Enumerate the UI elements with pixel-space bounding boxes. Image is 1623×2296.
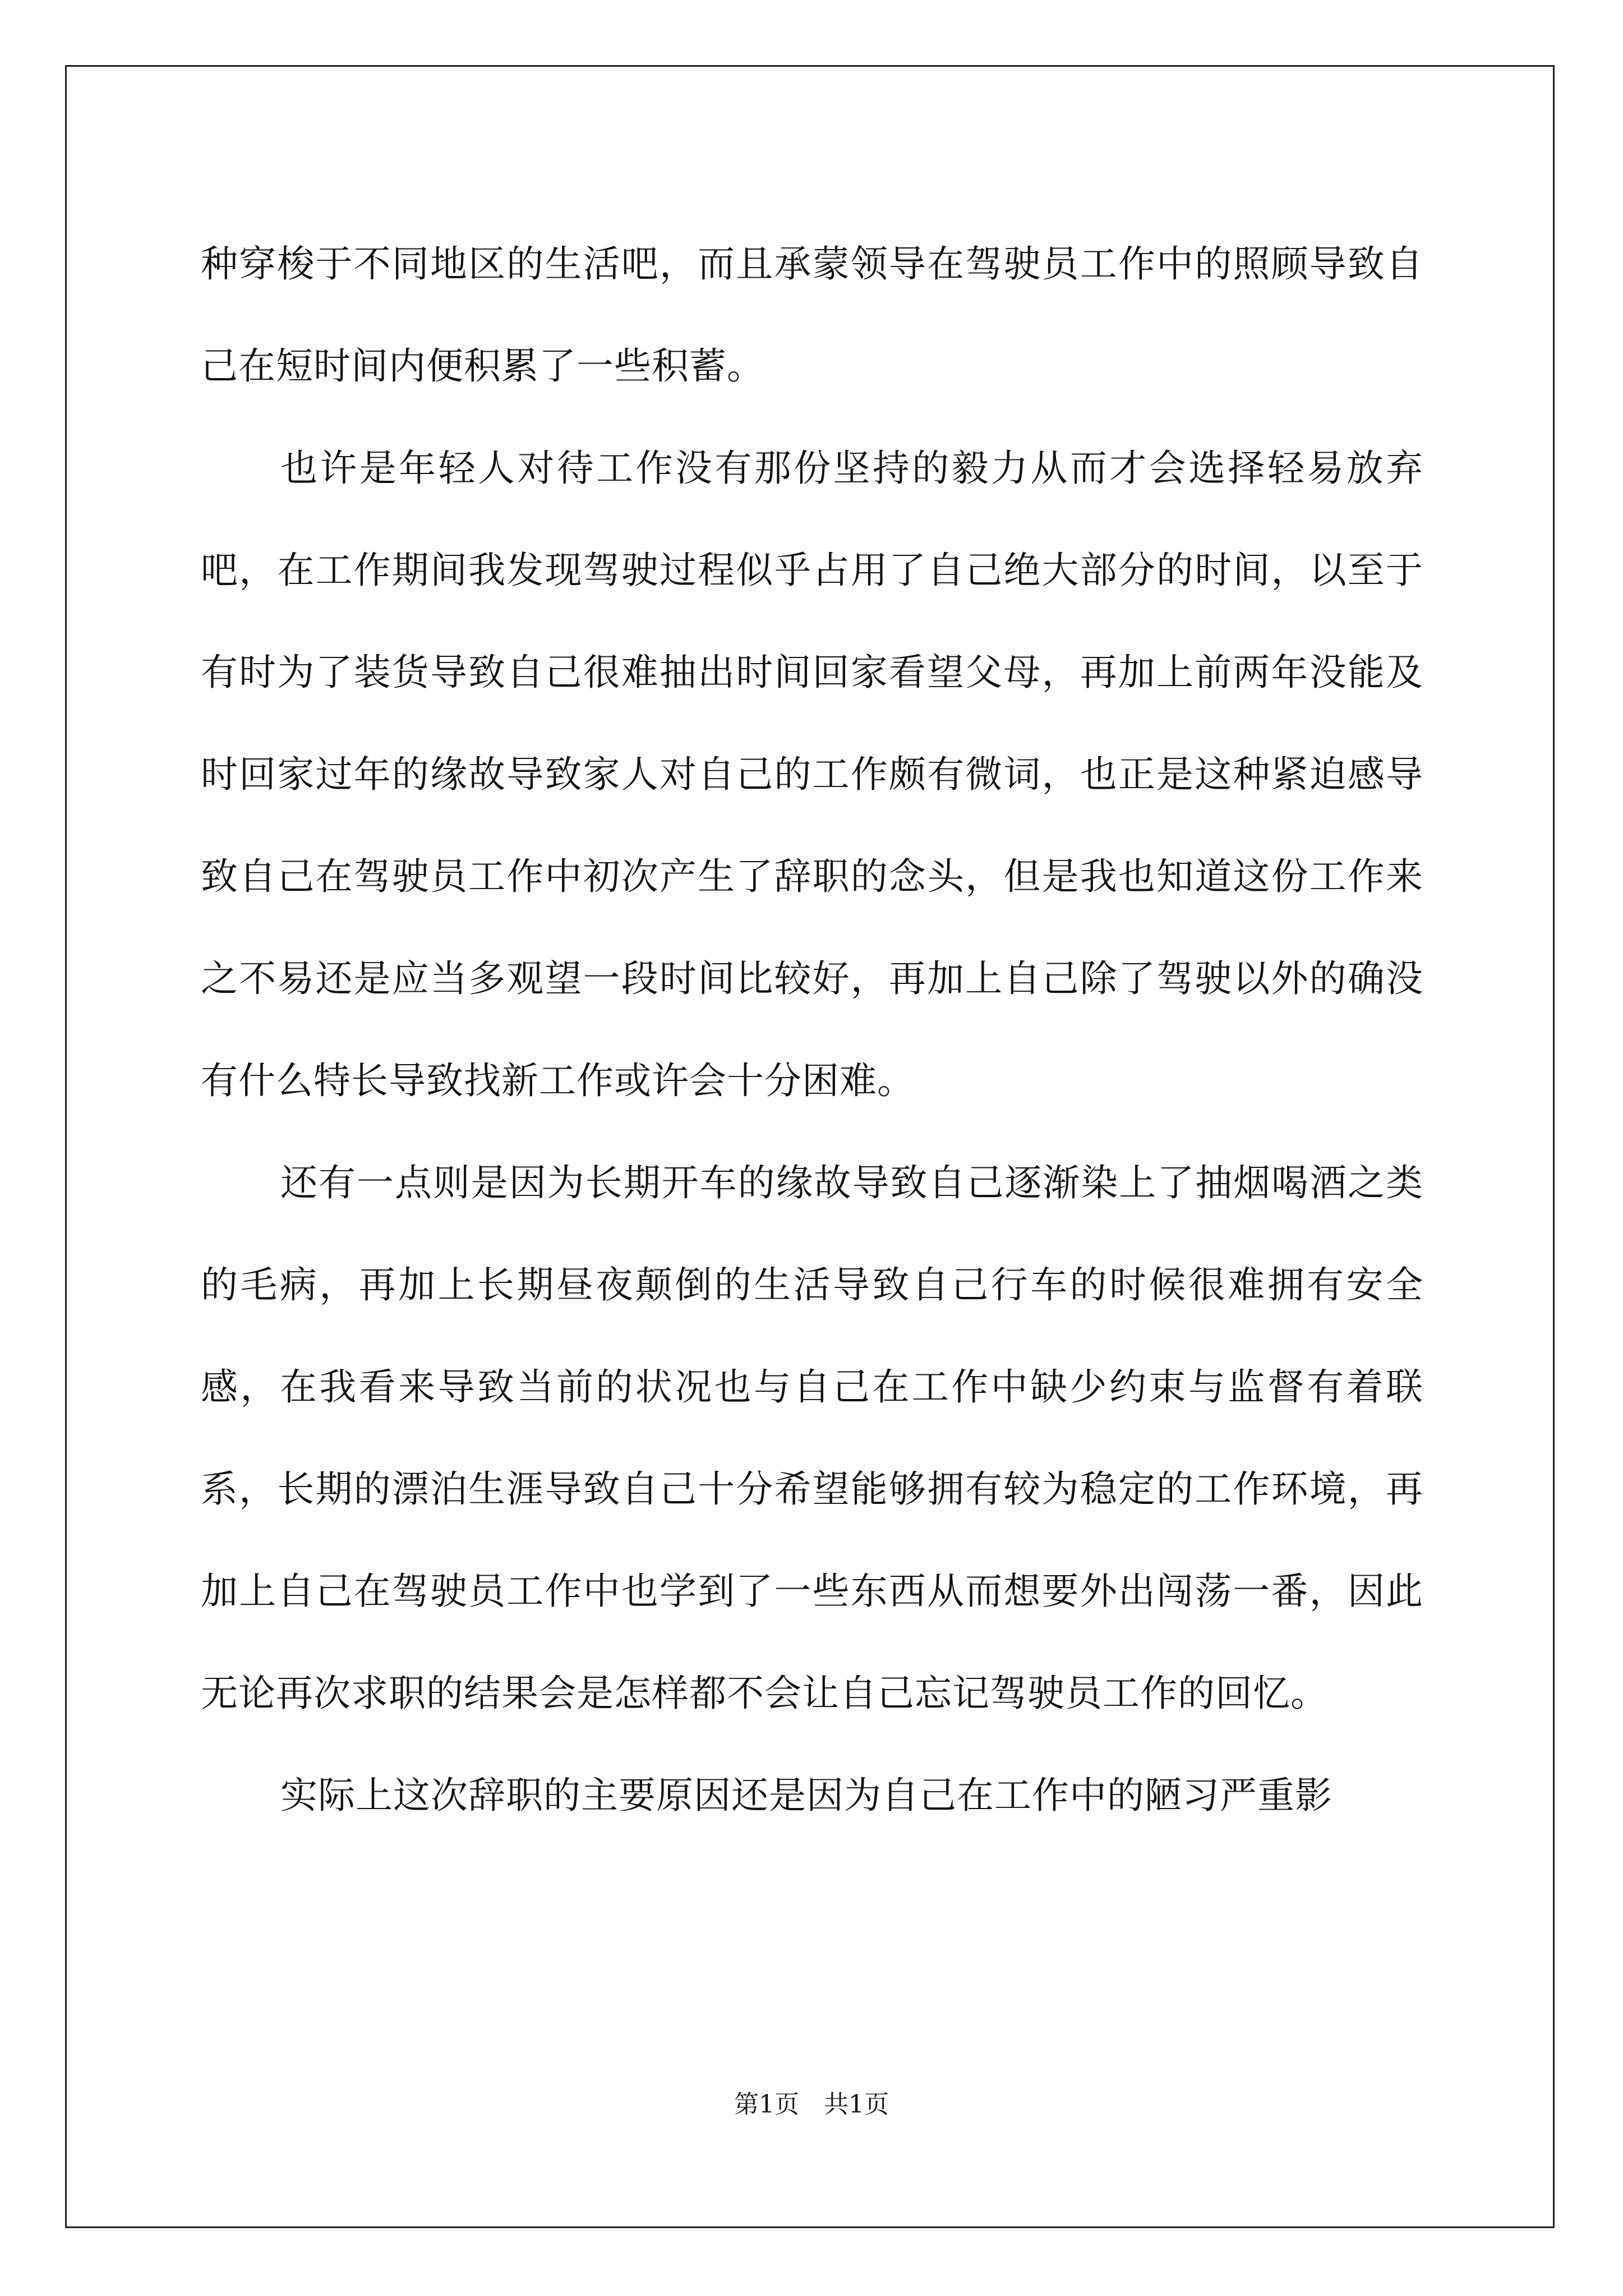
page-total: 共1页 [824,2090,889,2119]
page-footer [0,2088,1623,2122]
document-body [201,213,1423,1847]
paragraph-1: 种穿梭于不同地区的生活吧，而且承蒙领导在驾驶员工作中的照顾导致自己在短时间内便积累了一些积蓄。 [201,242,1423,388]
paragraph-2: 也许是年轻人对待工作没有那份坚持的毅力从而才会选择轻易放弃吧，在工作期间我发现驾驶过程似乎占用了自己绝大部分的时间，以至于有时为了装货导致自己很难抽出时间回家看望父母，再加上前两年没能及时回家过年的缘故导致家人对自己的工作颇有微词，也正是这种紧迫感导致自己在驾驶员工作中初次产生了辞职的念头，但是我也知道这份工作来之不易还是应当多观望一段时间比较好，再加上自己除了驾驶以外的确没有什么特长导致找新工作或许会十分困难。 [201,447,1423,1102]
paragraph-3: 还有一点则是因为长期开车的缘故导致自己逐渐染上了抽烟喝酒之类的毛病，再加上长期昼夜颠倒的生活导致自己行车的时候很难拥有安全感，在我看来导致当前的状况也与自己在工作中缺少约束与监督有着联系，长期的漂泊生涯导致自己十分希望能够拥有较为稳定的工作环境，再加上自己在驾驶员工作中也学到了一些东西从而想要外出闯荡一番，因此无论再次求职的结果会是怎样都不会让自己忘记驾驶员工作的回忆。 [201,1161,1423,1715]
page-number: 第1页 [734,2090,799,2119]
paragraph-4: 实际上这次辞职的主要原因还是因为自己在工作中的陋习严重影 [280,1774,1332,1817]
